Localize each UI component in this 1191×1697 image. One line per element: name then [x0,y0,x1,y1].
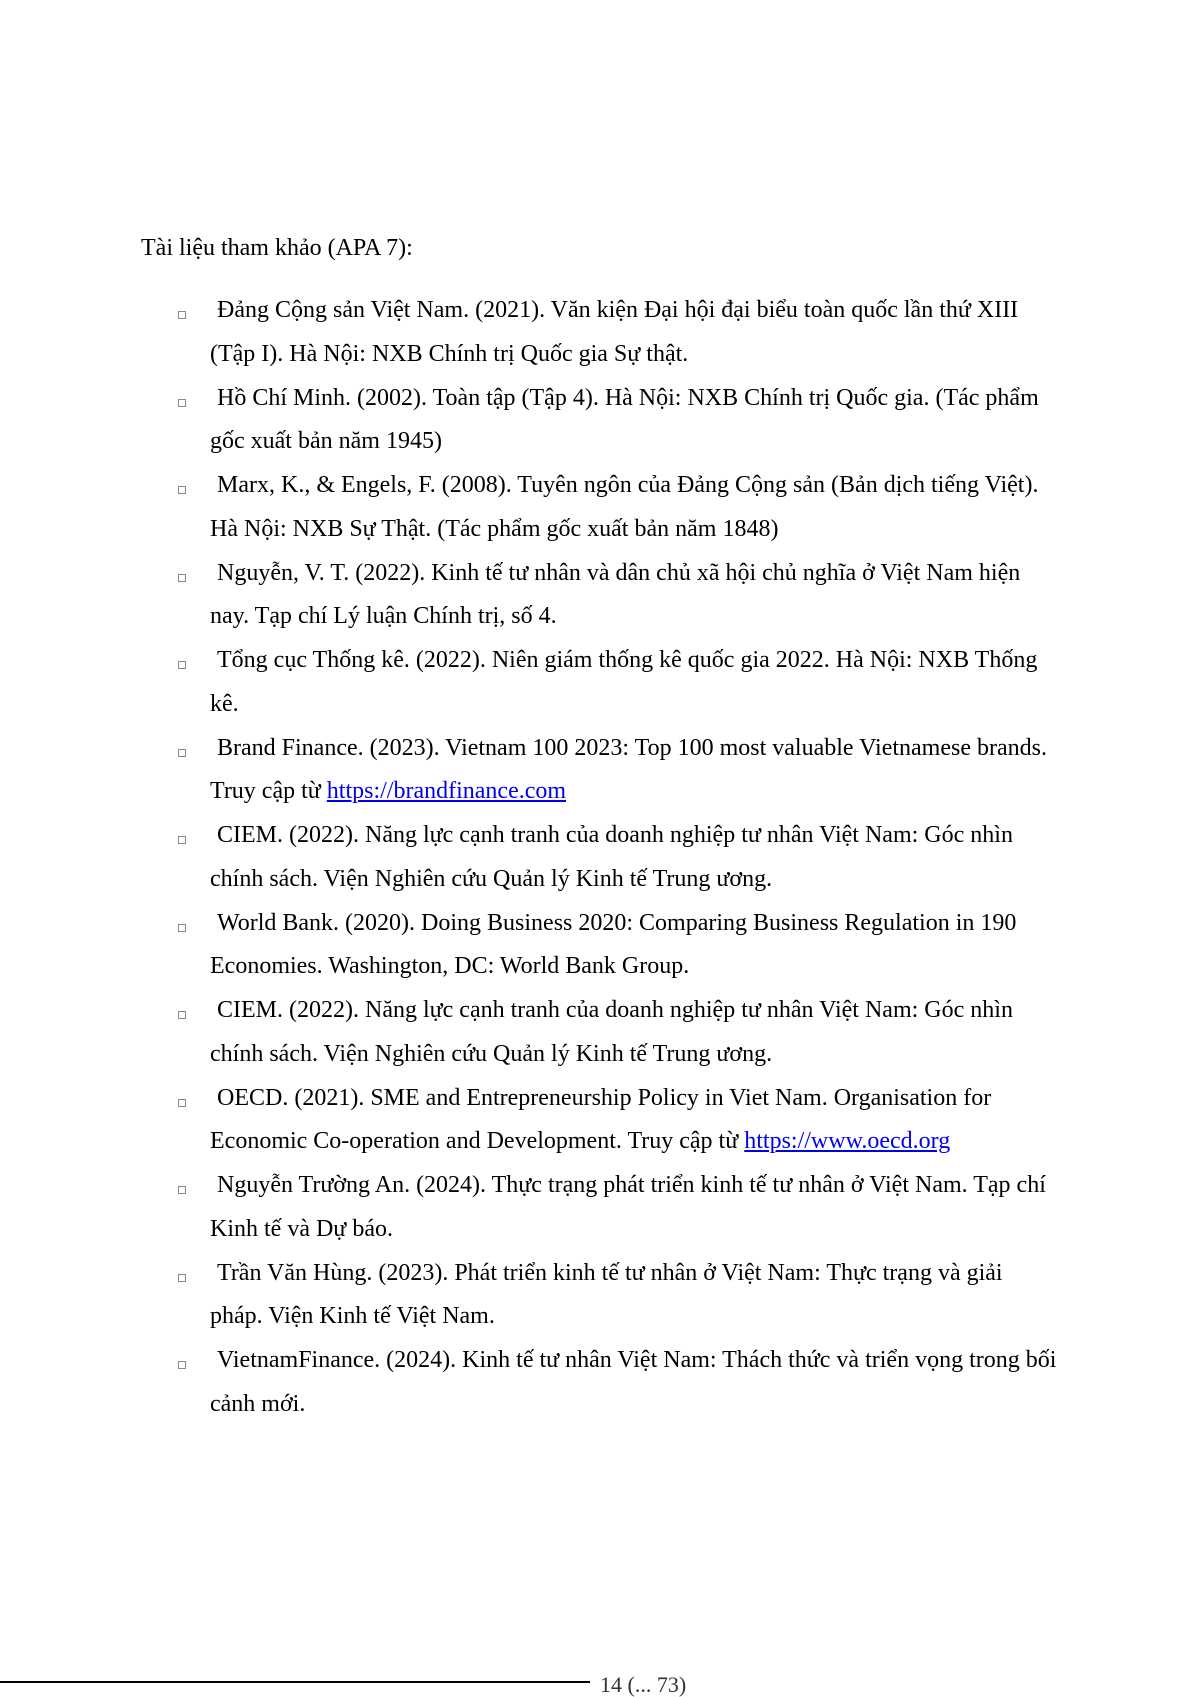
reference-item [0,647,1191,735]
reference-text: Đảng Cộng sản Việt Nam. (2021). Văn kiện Đại hội đại biểu toàn quốc lần thứ XIII (Tập I). Hà Nội: NXB Chính trị Quốc gia Sự thật. [210,297,1019,367]
brandfinance-link[interactable]: https://brandfinance.com [326,778,567,804]
square-bullet-icon [178,749,186,757]
reference-text: Marx, K., & Engels, F. (2008). Tuyên ngôn của Đảng Cộng sản (Bản dịch tiếng Việt). Hà Nội: NXB Sự Thật. (Tác phẩm gốc xuất bản năm 1848) [210,472,1039,542]
reference-text: VietnamFinance. (2024). Kinh tế tư nhân Việt Nam: Thách thức và triển vọng trong bối cảnh mới. [210,1347,1057,1417]
reference-item [0,1172,1191,1260]
reference-text: CIEM. (2022). Năng lực cạnh tranh của doanh nghiệp tư nhân Việt Nam: Góc nhìn chính sách. Viện Nghiên cứu Quản lý Kinh tế Trung ương. [210,997,1013,1067]
reference-text: CIEM. (2022). Năng lực cạnh tranh của doanh nghiệp tư nhân Việt Nam: Góc nhìn chính sách. Viện Nghiên cứu Quản lý Kinh tế Trung ương. [210,822,1013,892]
oecd-link[interactable]: https://www.oecd.org [744,1128,951,1154]
square-bullet-icon [178,311,186,319]
reference-text: OECD. (2021). SME and Entrepreneurship Policy in Viet Nam. Organisation for Economic Co-operation and Development. Truy cập từ [210,1084,992,1154]
reference-item [0,910,1191,998]
reference-item [0,1347,1191,1435]
reference-item [0,822,1191,910]
square-bullet-icon [178,486,186,494]
reference-text: Nguyễn, V. T. (2022). Kinh tế tư nhân và dân chủ xã hội chủ nghĩa ở Việt Nam hiện nay. Tạp chí Lý luận Chính trị, số 4. [210,559,1021,629]
reference-item [0,560,1191,648]
square-bullet-icon [178,574,186,582]
reference-text: Trần Văn Hùng. (2023). Phát triển kinh tế tư nhân ở Việt Nam: Thực trạng và giải pháp. Viện Kinh tế Việt Nam. [210,1259,1003,1329]
reference-text: Brand Finance. (2023). Vietnam 100 2023: Top 100 most valuable Vietnamese brands. Truy cập từ [210,734,1047,804]
square-bullet-icon [178,1274,186,1282]
reference-item [0,997,1191,1085]
reference-text: World Bank. (2020). Doing Business 2020: Comparing Business Regulation in 190 Economies. Washington, DC: World Bank Group. [210,909,1017,979]
references-heading: Tài liệu tham khảo (APA 7): [141,235,413,261]
reference-text: Nguyễn Trường An. (2024). Thực trạng phát triển kinh tế tư nhân ở Việt Nam. Tạp chí Kinh tế và Dự báo. [210,1172,1046,1242]
square-bullet-icon [178,1186,186,1194]
reference-item [0,297,1191,385]
square-bullet-icon [178,924,186,932]
reference-list [0,297,1191,1435]
square-bullet-icon [178,661,186,669]
reference-text: Hồ Chí Minh. (2002). Toàn tập (Tập 4). Hà Nội: NXB Chính trị Quốc gia. (Tác phẩm gốc xuất bản năm 1945) [210,384,1039,454]
reference-item [0,1085,1191,1173]
reference-item [0,1260,1191,1348]
square-bullet-icon [178,399,186,407]
page-number: 14 (... 73) [600,1672,687,1697]
square-bullet-icon [178,1099,186,1107]
square-bullet-icon [178,836,186,844]
reference-text: Tổng cục Thống kê. (2022). Niên giám thống kê quốc gia 2022. Hà Nội: NXB Thống kê. [210,647,1038,717]
reference-item [0,385,1191,473]
square-bullet-icon [178,1361,186,1369]
footer-divider [0,1681,590,1683]
reference-item [0,735,1191,823]
square-bullet-icon [178,1011,186,1019]
reference-item [0,472,1191,560]
